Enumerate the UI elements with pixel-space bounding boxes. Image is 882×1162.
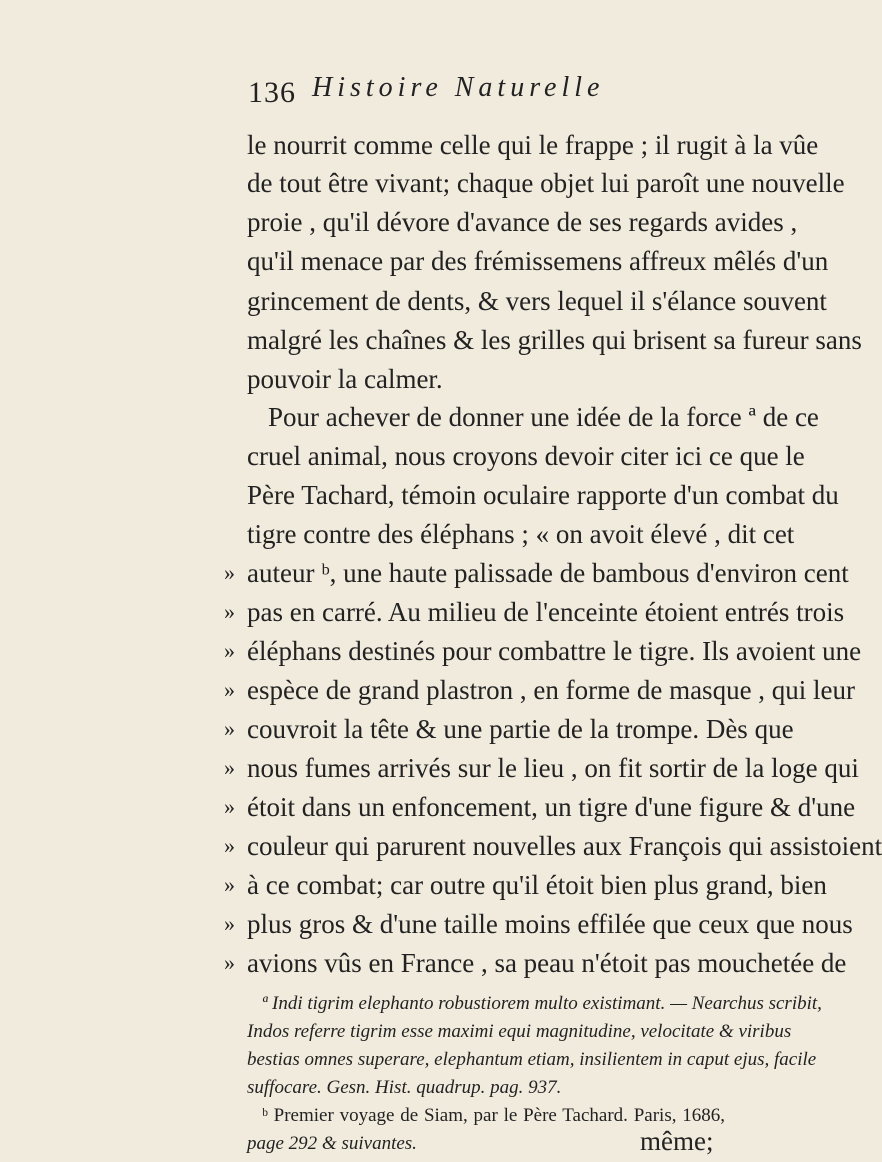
body-line: malgré les chaînes & les grilles qui brisent sa fureur sans [247, 325, 862, 355]
body-line: pas en carré. Au milieu de l'enceinte étoient entrés trois [247, 597, 845, 627]
body-line: cruel animal, nous croyons devoir citer ici ce que le [247, 441, 805, 471]
quote-mark: » [224, 638, 235, 663]
footnote-line: page 292 & suivantes. [247, 1133, 417, 1154]
body-line: qu'il menace par des frémissemens affreux mêlés d'un [247, 246, 829, 276]
body-line: Pour achever de donner une idée de la force ª de ce [268, 402, 819, 432]
body-line: auteur ᵇ, une haute palissade de bambous d'environ cent [247, 558, 849, 588]
footnote-line: Indos referre tigrim esse maximi equi magnitudine, velocitate & viribus [247, 1021, 792, 1042]
quote-mark: » [224, 755, 235, 780]
body-line: espèce de grand plastron , en forme de masque , qui leur [247, 675, 856, 705]
quote-mark: » [224, 872, 235, 897]
page-number: 136 [248, 76, 296, 109]
quote-mark: » [224, 560, 235, 585]
body-line: plus gros & d'une taille moins effilée que ceux que nous [247, 909, 853, 939]
catchword: même; [640, 1126, 714, 1156]
quote-mark: » [224, 794, 235, 819]
quote-mark: » [224, 716, 235, 741]
footnote-line: ᵇ Premier voyage de Siam, par le Père Tachard. Paris, 1686, [262, 1105, 725, 1126]
footnote-line: suffocare. Gesn. Hist. quadrup. pag. 937. [247, 1077, 562, 1098]
body-line: nous fumes arrivés sur le lieu , on fit sortir de la loge qui [247, 753, 859, 783]
body-line: éléphans destinés pour combattre le tigre. Ils avoient une [247, 636, 862, 666]
body-line: étoit dans un enfoncement, un tigre d'une figure & d'une [247, 792, 856, 822]
body-line: avions vûs en France , sa peau n'étoit pas mouchetée de [247, 948, 847, 978]
quote-mark: » [224, 677, 235, 702]
quote-mark: » [224, 911, 235, 936]
footnote-line: ª Indi tigrim elephanto robustiorem multo existimant. — Nearchus scribit, [262, 993, 822, 1014]
running-title: Histoire Naturelle [312, 72, 605, 103]
body-line: couleur qui parurent nouvelles aux François qui assistoient [247, 831, 882, 861]
quote-mark: » [224, 950, 235, 975]
body-line: proie , qu'il dévore d'avance de ses regards avides , [247, 207, 798, 237]
body-line: Père Tachard, témoin oculaire rapporte d'un combat du [247, 480, 839, 510]
footnote-line: bestias omnes superare, elephantum etiam, insilientem in caput ejus, facile [247, 1049, 817, 1070]
body-line: tigre contre des éléphans ; « on avoit élevé , dit cet [247, 519, 795, 549]
body-line: couvroit la tête & une partie de la trompe. Dès que [247, 714, 794, 744]
body-line: le nourrit comme celle qui le frappe ; il rugit à la vûe [247, 130, 819, 160]
body-line: à ce combat; car outre qu'il étoit bien plus grand, bien [247, 870, 827, 900]
quote-mark: » [224, 599, 235, 624]
body-line: pouvoir la calmer. [247, 364, 443, 394]
body-line: grincement de dents, & vers lequel il s'élance souvent [247, 286, 827, 316]
quote-mark: » [224, 833, 235, 858]
body-line: de tout être vivant; chaque objet lui paroît une nouvelle [247, 168, 845, 198]
